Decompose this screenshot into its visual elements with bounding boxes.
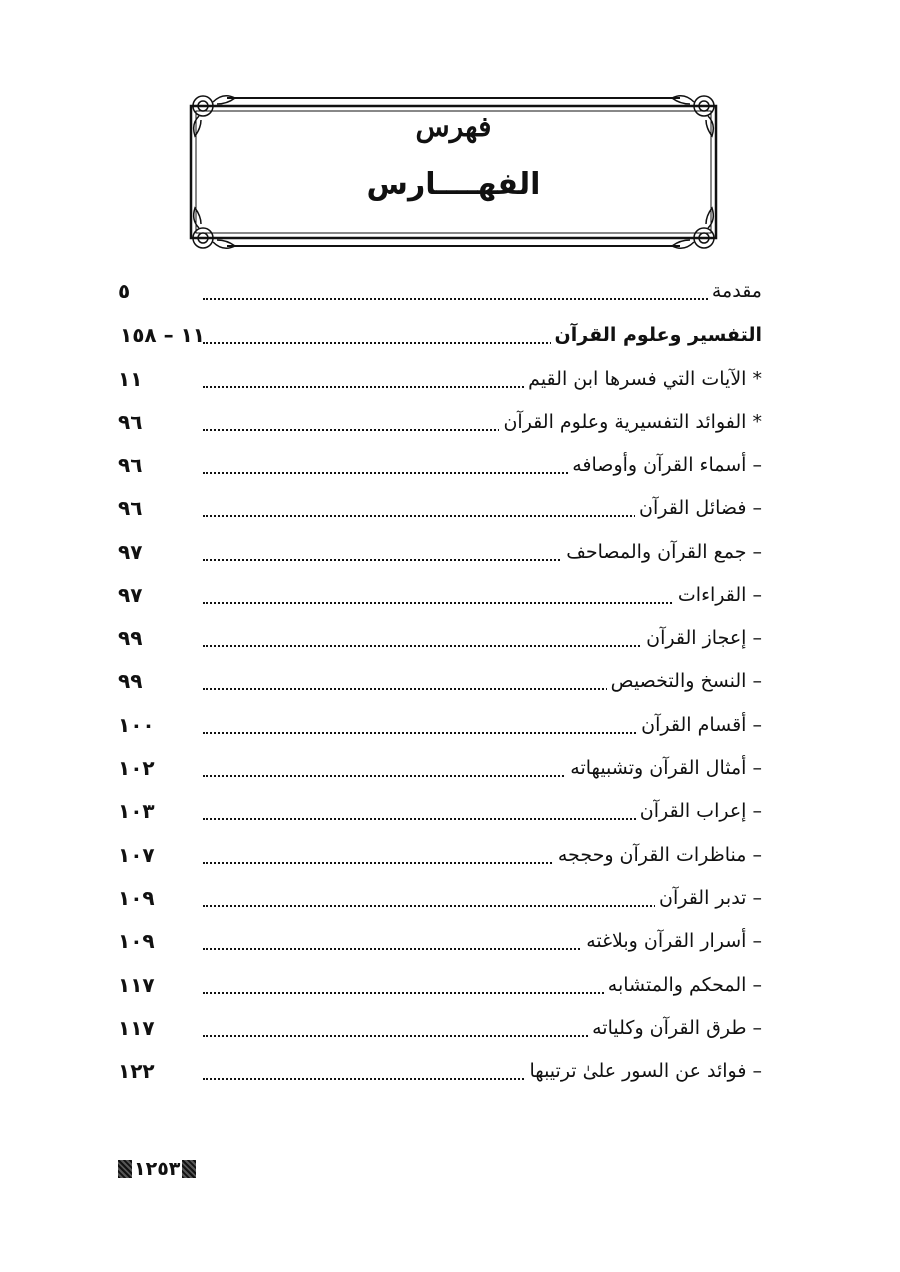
toc-entry-title: * الآيات التي فسرها ابن القيم — [524, 364, 762, 394]
toc-entry-page: ١١ – ١٥٨ — [120, 323, 205, 347]
toc-entry-page: ١١ — [118, 367, 143, 391]
toc-section-row — [0, 314, 900, 358]
toc-row — [0, 401, 900, 445]
toc-row — [0, 877, 900, 921]
toc-entry-title: – أسرار القرآن وبلاغته — [582, 926, 762, 956]
toc-entry-page: ٩٦ — [118, 453, 143, 477]
toc-entry-page: ٩٧ — [118, 540, 143, 564]
toc-entry-page: ١٠٣ — [118, 799, 155, 823]
toc-entry-title: – تدبر القرآن — [655, 883, 762, 913]
toc-row — [0, 270, 900, 314]
page-number: ١٢٥٣ — [134, 1158, 181, 1180]
toc-row — [0, 834, 900, 878]
toc-row — [0, 790, 900, 834]
toc-row — [0, 358, 900, 402]
toc-entry-page: ١٠٩ — [118, 886, 155, 910]
toc-row — [0, 1050, 900, 1094]
toc-entry-title: – أمثال القرآن وتشبيهاته — [566, 753, 762, 783]
ornamental-header-frame — [187, 92, 720, 252]
toc-entry-page: ١٠٩ — [118, 929, 155, 953]
toc-entry-title: – إعراب القرآن — [636, 796, 762, 826]
toc-entry-title: – إعجاز القرآن — [642, 623, 762, 653]
toc-entry-page: ٩٦ — [118, 496, 143, 520]
toc-entry-page: ١١٧ — [118, 973, 155, 997]
toc-entry-title: – طرق القرآن وكلياته — [588, 1013, 762, 1043]
toc-entry-title: – فوائد عن السور علىٰ ترتيبها — [526, 1056, 762, 1086]
toc-row — [0, 1007, 900, 1051]
toc-row — [0, 964, 900, 1008]
header-subtitle: فهرس — [415, 110, 492, 143]
toc-row — [0, 920, 900, 964]
toc-entry-page: ١٠٢ — [118, 756, 155, 780]
toc-row — [0, 617, 900, 661]
toc-entry-page: ١٠٠ — [118, 713, 155, 737]
toc-entry-page: ٩٦ — [118, 410, 143, 434]
toc-row — [0, 531, 900, 575]
toc-entry-page: ٩٧ — [118, 583, 143, 607]
toc-entry-title: – المحكم والمتشابه — [604, 970, 762, 1000]
toc-entry-page: ١٢٢ — [118, 1059, 155, 1083]
toc-entry-page: ١١٧ — [118, 1016, 155, 1040]
toc-row — [0, 747, 900, 791]
toc-row — [0, 574, 900, 618]
ornament-icon — [182, 1160, 196, 1178]
toc-entry-title: – جمع القرآن والمصاحف — [562, 537, 762, 567]
toc-entry-title: – فضائل القرآن — [635, 493, 762, 523]
toc-entry-title: – أقسام القرآن — [637, 710, 762, 740]
toc-entry-title: – أسماء القرآن وأوصافه — [568, 450, 762, 480]
toc-entry-page: ٩٩ — [118, 626, 143, 650]
toc-entry-title: التفسير وعلوم القرآن — [551, 320, 762, 350]
toc-entry-page: ٥ — [118, 279, 131, 303]
toc-entry-title: – القراءات — [674, 580, 762, 610]
toc-entry-title: مقدمة — [708, 276, 762, 306]
toc-row — [0, 487, 900, 531]
toc-row — [0, 704, 900, 748]
toc-row — [0, 660, 900, 704]
footer-page-number — [118, 1156, 196, 1182]
page-title: الفهــــارس — [366, 167, 541, 202]
toc-row — [0, 444, 900, 488]
toc-entry-title: – النسخ والتخصيص — [607, 666, 762, 696]
toc-entry-page: ١٠٧ — [118, 843, 155, 867]
toc-entry-title: – مناظرات القرآن وحججه — [554, 840, 762, 870]
dot-leader — [203, 298, 760, 300]
ornament-icon — [118, 1160, 132, 1178]
toc-entry-page: ٩٩ — [118, 669, 143, 693]
toc-entry-title: * الفوائد التفسيرية وعلوم القرآن — [499, 407, 762, 437]
